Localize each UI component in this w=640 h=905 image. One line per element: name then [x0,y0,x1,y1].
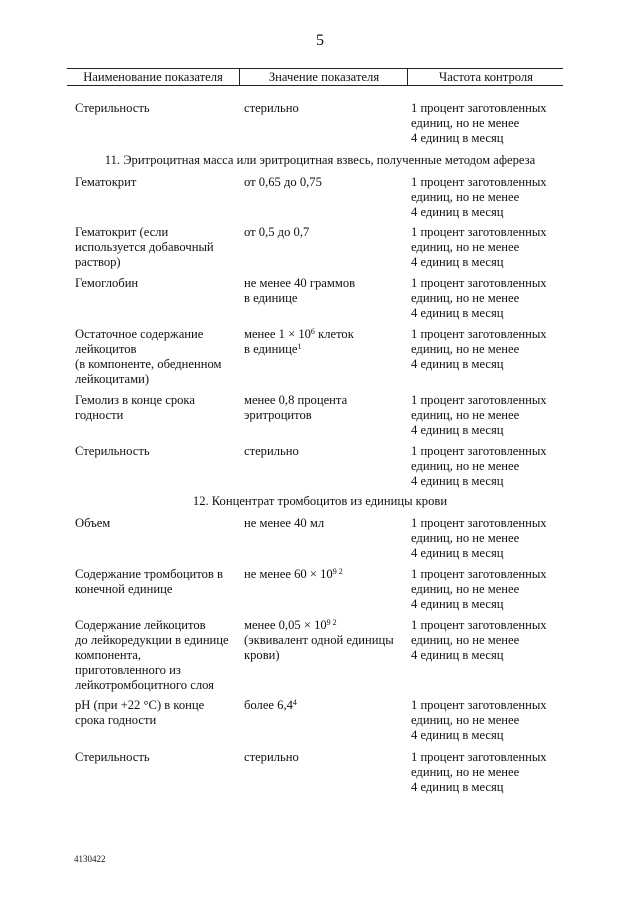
indicator-value [244,618,409,663]
control-frequency: 1 процент заготовленных единиц, но не менее 4 единиц в месяц [411,101,547,145]
value-text: клеток [314,327,354,341]
section-title-11: 11. Эритроцитная масса или эритроцитная взвесь, полученные методом афереза [104,153,536,167]
indicator-name: Гематокрит (если используется добавочный раствор) [75,225,214,269]
superscript: 6 [310,327,315,336]
page-number: 5 [316,32,324,49]
indicator-value: не менее 40 мл [244,516,325,530]
header-col-name: Наименование показателя [83,70,223,84]
value-text: в единице [244,342,298,356]
footnote-mark: 4 [292,698,297,707]
indicator-value [244,567,409,582]
indicator-value: менее 0,8 процента эритроцитов [244,393,348,422]
control-frequency: 1 процент заготовленных единиц, но не менее 4 единиц в месяц [411,698,547,742]
indicator-name: Стерильность [75,101,150,115]
indicator-value [244,327,409,357]
header-col-value: Значение показателя [239,69,408,85]
indicator-value: стерильно [244,444,299,458]
control-frequency: 1 процент заготовленных единиц, но не менее 4 единиц в месяц [411,750,547,794]
control-frequency: 1 процент заготовленных единиц, но не менее 4 единиц в месяц [411,567,547,611]
indicator-name: Стерильность [75,444,150,458]
control-frequency: 1 процент заготовленных единиц, но не менее 4 единиц в месяц [411,175,547,219]
indicator-name: Гематокрит [75,175,137,189]
indicator-name: Содержание лейкоцитов до лейкоредукции в единице компонента, приготовленного из лейкотромбоцитного слоя [75,618,229,692]
value-text: (эквивалент одной единицы крови) [244,633,394,662]
indicator-name: Остаточное содержание лейкоцитов (в компоненте, обедненном лейкоцитами) [75,327,222,386]
indicator-value [244,698,409,713]
superscript: 9 2 [326,618,337,627]
indicator-name: pH (при +22 °С) в конце срока годности [75,698,205,727]
control-frequency: 1 процент заготовленных единиц, но не менее 4 единиц в месяц [411,276,547,320]
control-frequency: 1 процент заготовленных единиц, но не менее 4 единиц в месяц [411,618,547,662]
header-col-frequency: Частота контроля [407,69,564,85]
value-text: не менее 60 × 10 [244,567,333,581]
value-text: менее 1 × 10 [244,327,311,341]
indicator-name: Содержание тромбоцитов в конечной единице [75,567,223,596]
section-title-12: 12. Концентрат тромбоцитов из единицы крови [192,494,448,508]
indicator-name: Стерильность [75,750,150,764]
indicator-value: от 0,65 до 0,75 [244,175,322,189]
document-code: 4130422 [74,854,106,864]
indicator-name: Гемолиз в конце срока годности [75,393,195,422]
control-frequency: 1 процент заготовленных единиц, но не менее 4 единиц в месяц [411,225,547,269]
indicator-value: от 0,5 до 0,7 [244,225,310,239]
indicator-name: Гемоглобин [75,276,139,290]
indicator-name: Объем [75,516,111,530]
footnote-mark: 1 [297,342,302,351]
control-frequency: 1 процент заготовленных единиц, но не менее 4 единиц в месяц [411,327,547,371]
control-frequency: 1 процент заготовленных единиц, но не менее 4 единиц в месяц [411,444,547,488]
control-frequency: 1 процент заготовленных единиц, но не менее 4 единиц в месяц [411,516,547,560]
value-text: менее 0,05 × 10 [244,618,327,632]
table-header [67,68,563,86]
control-frequency: 1 процент заготовленных единиц, но не менее 4 единиц в месяц [411,393,547,437]
indicator-value: стерильно [244,101,299,115]
superscript: 9 2 [332,567,343,576]
indicator-value: не менее 40 граммов в единице [244,276,356,305]
indicator-value: стерильно [244,750,299,764]
value-text: более 6,4 [244,698,293,712]
